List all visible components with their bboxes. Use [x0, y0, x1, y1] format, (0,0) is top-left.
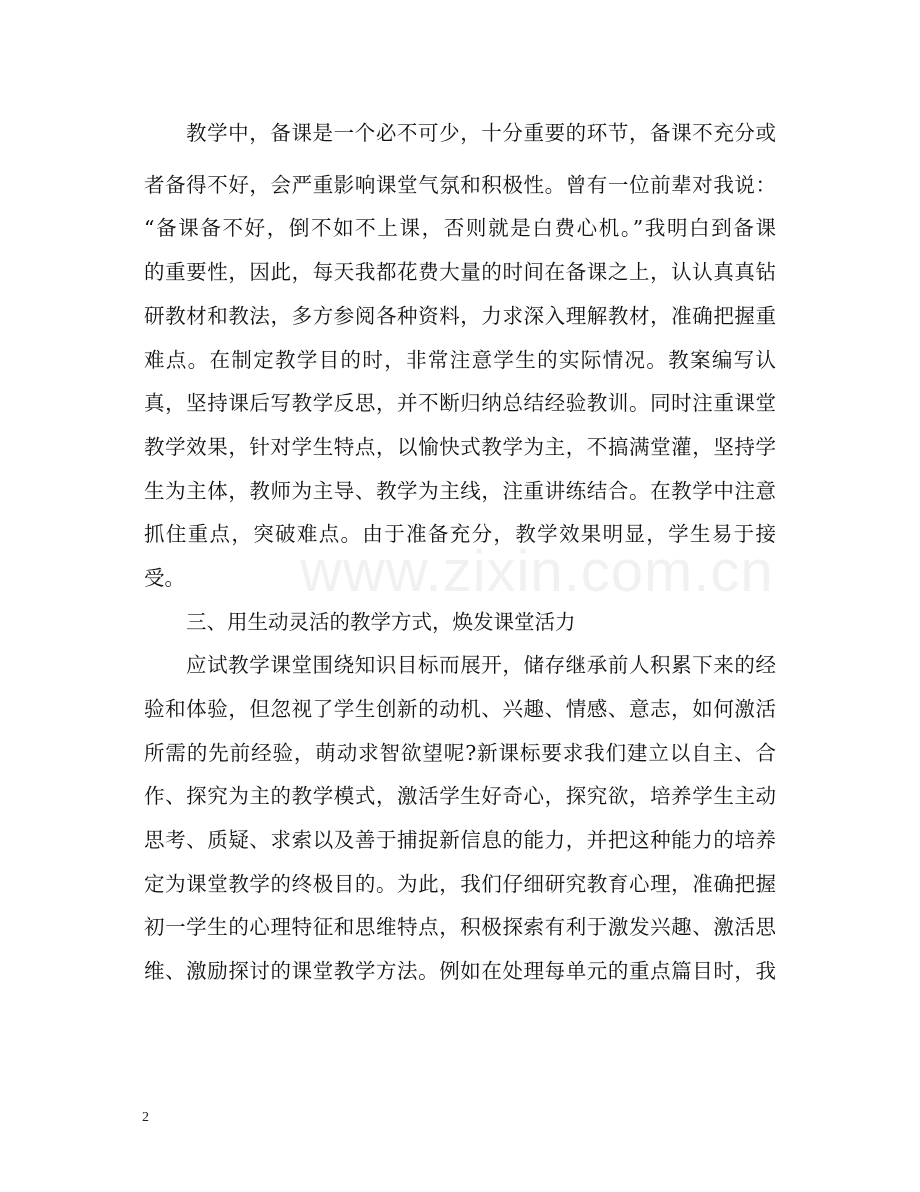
section-heading: 三、用生动灵活的教学方式，焕发课堂活力: [186, 610, 576, 634]
paragraph-line: 定为课堂教学的终极目的。为此，我们仔细研究教育心理，准确把握: [144, 872, 776, 896]
paragraph-line: 抓住重点，突破难点。由于准备充分，教学效果明显，学生易于接: [144, 522, 776, 546]
page-number: 2: [142, 1110, 149, 1125]
paragraph-line: 所需的先前经验，萌动求智欲望呢?新课标要求我们建立以自主、合: [144, 741, 776, 765]
paragraph-line: 维、激励探讨的课堂教学方法。例如在处理每单元的重点篇目时，我: [144, 959, 776, 983]
paragraph-line: 作、探究为主的教学模式，激活学生好奇心，探究欲，培养学生主动: [144, 784, 776, 808]
paragraph-line: 验和体验，但忽视了学生创新的动机、兴趣、情感、意志，如何激活: [144, 697, 776, 721]
paragraph-line: 应试教学课堂围绕知识目标而展开，储存继承前人积累下来的经: [186, 653, 776, 677]
watermark: www.zixin.com.cn: [300, 539, 774, 604]
paragraph-line: 教学中，备课是一个必不可少，十分重要的环节，备课不充分或: [186, 121, 776, 145]
paragraph-line: 生为主体，教师为主导、教学为主线，注重讲练结合。在教学中注意: [144, 479, 776, 503]
paragraph-line: 受。: [144, 566, 185, 590]
paragraph-line: 初一学生的心理特征和思维特点，积极探索有利于激发兴趣、激活思: [144, 915, 776, 939]
paragraph-line: 研教材和教法，多方参阅各种资料，力求深入理解教材，准确把握重: [144, 304, 776, 328]
paragraph-line: 教学效果，针对学生特点，以愉快式教学为主，不搞满堂灌，坚持学: [144, 435, 776, 459]
paragraph-line: 思考、质疑、求索以及善于捕捉新信息的能力，并把这种能力的培养: [144, 828, 776, 852]
paragraph-line: 真，坚持课后写教学反思，并不断归纳总结经验教训。同时注重课堂: [144, 391, 776, 415]
paragraph-line: 的重要性，因此，每天我都花费大量的时间在备课之上，认认真真钻: [144, 260, 776, 284]
paragraph-line: 者备得不好，会严重影响课堂气氛和积极性。曾有一位前辈对我说：: [144, 173, 776, 197]
paragraph-line: 难点。在制定教学目的时，非常注意学生的实际情况。教案编写认: [144, 348, 776, 372]
paragraph-line: “备课备不好，倒不如不上课，否则就是白费心机。”我明白到备课: [144, 216, 776, 240]
